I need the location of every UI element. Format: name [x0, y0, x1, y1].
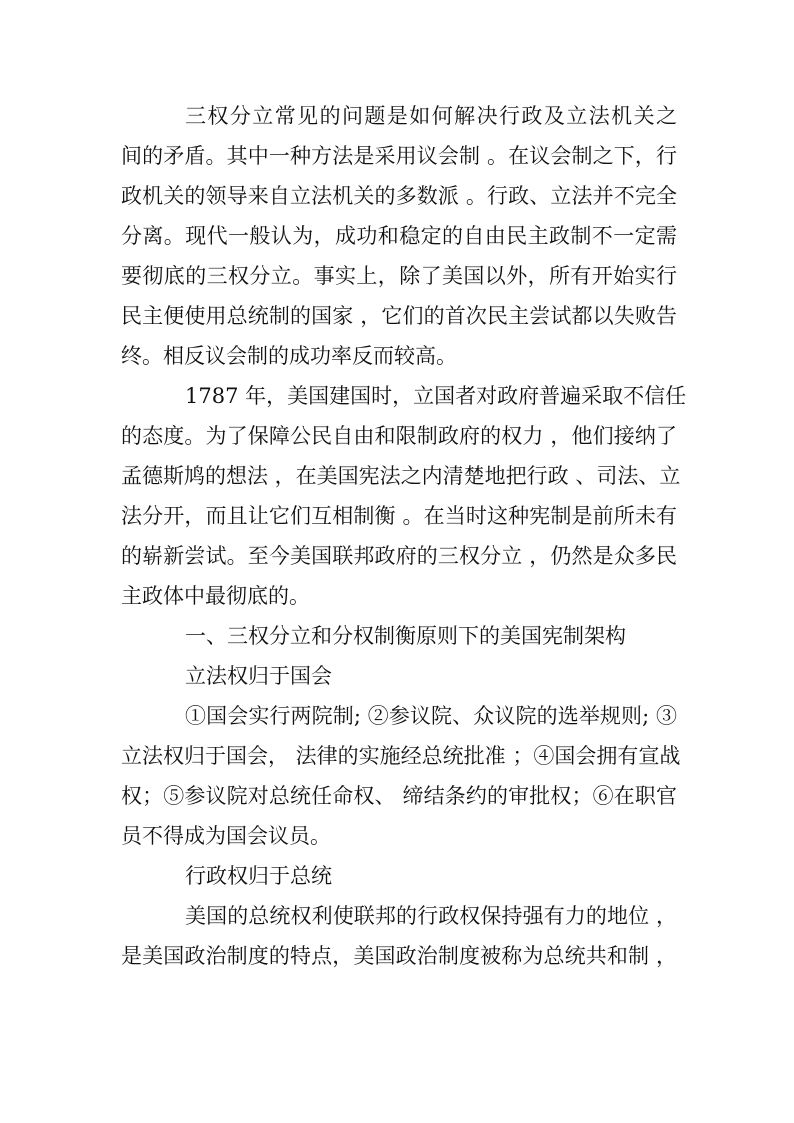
paragraph-congress-powers [121, 696, 681, 856]
text-line: 政机关的领导来自立法机关的多数派 。行政、立法并不完全 [121, 184, 677, 208]
subheading-text: 立法权归于国会 [185, 664, 332, 688]
text-line: 法分开，而且让它们互相制衡 。在当时这种宪制是前所未有 [121, 504, 677, 528]
paragraph-us-founding [121, 376, 687, 616]
text-line: 美国的总统权利使联邦的行政权保持强有力的地位 ， [185, 904, 677, 928]
text-line: 三权分立常见的问题是如何解决行政及立法机关之 [185, 104, 677, 128]
text-line: 民主便使用总统制的国家 ，它们的首次民主尝试都以失败告 [121, 304, 677, 328]
text-line: ①国会实行两院制; ②参议院、众议院的选举规则; ③ [185, 704, 677, 728]
document-page [121, 96, 687, 976]
text-line: 是美国政治制度的特点，美国政治制度被称为总统共和制 ， [121, 944, 677, 968]
text-line: 终。相反议会制的成功率反而较高。 [121, 344, 457, 368]
text-line: 立法权归于国会， 法律的实施经总统批准 ；④国会拥有宣战 [121, 744, 681, 768]
text-line: 权；⑤参议院对总统任命权、 缔结条约的审批权；⑥在职官 [121, 784, 677, 808]
text-line: 员不得成为国会议员。 [121, 824, 331, 848]
text-line: 孟德斯鸠的想法 ，在美国宪法之内清楚地把行政 、司法、立 [121, 464, 681, 488]
text-line: 的态度。为了保障公民自由和限制政府的权力 ，他们接纳了 [121, 424, 677, 448]
text-line: 间的矛盾。其中一种方法是采用议会制 。在议会制之下，行 [121, 144, 677, 168]
text-line: 的崭新尝试。至今美国联邦政府的三权分立 ，仍然是众多民 [121, 544, 677, 568]
subheading-text: 行政权归于总统 [185, 864, 332, 888]
text-line: 1787 年，美国建国时，立国者对政府普遍采取不信任 [185, 384, 687, 408]
paragraph-separation-of-powers [121, 96, 677, 376]
heading-text: 一、三权分立和分权制衡原则下的美国宪制架构 [185, 624, 626, 648]
text-line: 要彻底的三权分立。事实上，除了美国以外，所有开始实行 [121, 264, 677, 288]
paragraph-presidential-power [121, 896, 677, 976]
subheading-legislative-power [121, 656, 677, 696]
text-line: 分离。现代一般认为，成功和稳定的自由民主政制不一定需 [121, 224, 677, 248]
section-heading [121, 616, 677, 656]
subheading-executive-power [121, 856, 677, 896]
text-line: 主政体中最彻底的。 [121, 584, 310, 608]
